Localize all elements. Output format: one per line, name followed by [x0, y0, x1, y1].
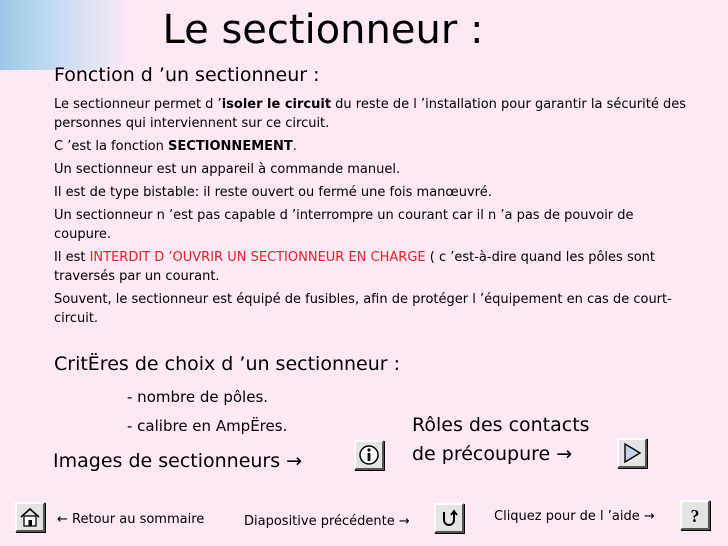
paragraph-fuses: Souvent, le sectionneur est équipé de fusibles, afin de protéger l ’équipement en cas de court-circuit. [54, 292, 672, 326]
return-button[interactable] [434, 503, 464, 533]
page-title: Le sectionneur : [162, 7, 484, 53]
previous-slide-link[interactable]: Diapositive précédente → [244, 514, 410, 529]
play-icon [621, 442, 643, 464]
home-button[interactable] [15, 502, 45, 532]
info-button[interactable] [354, 440, 384, 470]
paragraph-isolation: Le sectionneur permet d ’isoler le circuit du reste de l ’installation pour garantir la sécurité des personnes qui interviennent sur ce circuit. [54, 97, 686, 131]
paragraph-warning: Il est INTERDIT D ’OUVRIR UN SECTIONNEUR EN CHARGE ( c ’est-à-dire quand les pôles sont traversés par un courant. [54, 250, 656, 284]
home-icon [19, 506, 41, 528]
play-button[interactable] [617, 438, 647, 468]
function-heading: Fonction d ’un sectionneur : [54, 64, 320, 86]
help-icon [684, 504, 706, 526]
criteria-heading: CritËres de choix d ’un sectionneur : [54, 353, 401, 375]
images-link[interactable]: Images de sectionneurs → [53, 450, 303, 472]
help-link[interactable]: Cliquez pour de l ’aide → [494, 509, 655, 524]
warning-text: INTERDIT D ’OUVRIR UN SECTIONNEUR EN CHARGE [89, 250, 426, 265]
paragraph-no-breaking-capacity: Un sectionneur n ’est pas capable d ’interrompre un courant car il n ’a pas de pouvoir de coupure. [54, 208, 634, 242]
paragraph-function: C ’est la fonction SECTIONNEMENT. [54, 139, 297, 154]
criteria-item-poles: - nombre de pôles. [127, 388, 269, 406]
help-button[interactable] [680, 500, 710, 530]
info-icon [358, 444, 380, 466]
svg-text:?: ? [690, 506, 700, 526]
paragraph-bistable: Il est de type bistable: il reste ouvert ou fermé une fois manœuvré. [54, 185, 492, 200]
roles-link-line1[interactable]: Rôles des contacts [412, 414, 590, 436]
roles-link-line2[interactable]: de précoupure → [412, 443, 573, 465]
paragraph-manual: Un sectionneur est un appareil à commande manuel. [54, 162, 401, 177]
return-icon [438, 507, 460, 529]
criteria-item-calibre: - calibre en AmpËres. [127, 417, 288, 435]
back-to-summary-link[interactable]: ← Retour au sommaire [57, 512, 205, 527]
function-body [54, 95, 694, 332]
